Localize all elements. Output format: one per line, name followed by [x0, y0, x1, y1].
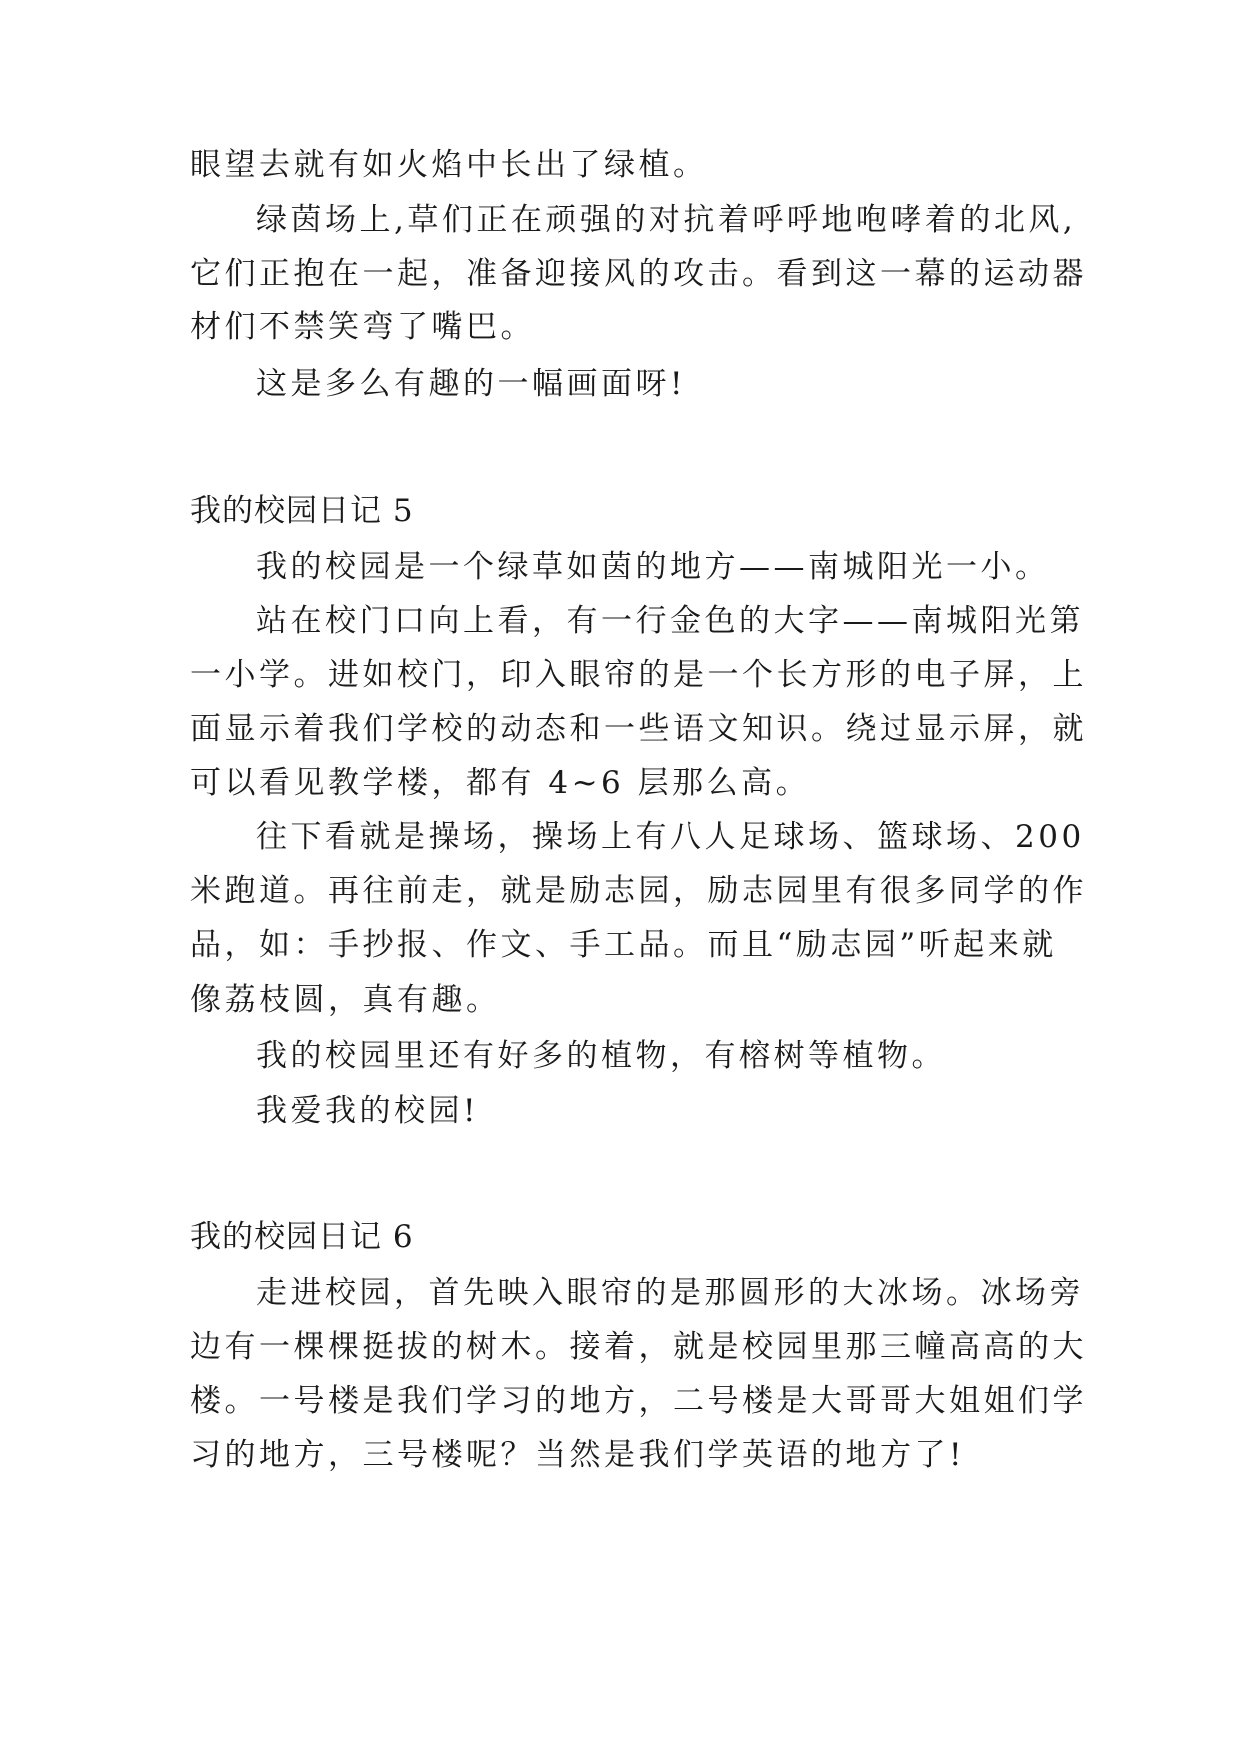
paragraph-line: 米跑道。再往前走，就是励志园，励志园里有很多同学的作: [190, 873, 1087, 909]
paragraph-line: 往下看就是操场，操场上有八人足球场、篮球场、200: [256, 819, 1085, 855]
paragraph-line: 我爱我的校园!: [256, 1093, 479, 1129]
paragraph-line: 面显示着我们学校的动态和一些语文知识。绕过显示屏，就: [190, 711, 1087, 747]
paragraph-line: 走进校园，首先映入眼帘的是那圆形的大冰场。冰场旁: [256, 1275, 1084, 1311]
section-heading: 我的校园日记 6: [190, 1219, 414, 1255]
paragraph-line: 楼。一号楼是我们学习的地方，二号楼是大哥哥大姐姐们学: [190, 1383, 1087, 1419]
paragraph-line: 站在校门口向上看，有一行金色的大字——南城阳光第: [256, 603, 1084, 639]
paragraph-line: 像荔枝圆，真有趣。: [190, 982, 501, 1018]
paragraph-line: 绿茵场上,草们正在顽强的对抗着呼呼地咆哮着的北风,: [256, 202, 1077, 238]
paragraph-line: 我的校园里还有好多的植物，有榕树等植物。: [256, 1038, 946, 1074]
paragraph-line: 这是多么有趣的一幅画面呀!: [256, 366, 686, 402]
paragraph-line: 眼望去就有如火焰中长出了绿植。: [190, 147, 708, 183]
paragraph-line: 边有一棵棵挺拔的树木。接着，就是校园里那三幢高高的大: [190, 1329, 1087, 1365]
paragraph-line: 一小学。进如校门，印入眼帘的是一个长方形的电子屏，上: [190, 657, 1087, 693]
paragraph-line: 习的地方，三号楼呢？当然是我们学英语的地方了!: [190, 1437, 965, 1473]
paragraph-line: 品，如：手抄报、作文、手工品。而且“励志园”听起来就: [190, 927, 1057, 963]
paragraph-line: 材们不禁笑弯了嘴巴。: [190, 309, 535, 345]
paragraph-line: 它们正抱在一起，准备迎接风的攻击。看到这一幕的运动器: [190, 256, 1087, 292]
section-heading: 我的校园日记 5: [190, 493, 414, 529]
paragraph-line: 我的校园是一个绿草如茵的地方——南城阳光一小。: [256, 549, 1050, 585]
paragraph-line: 可以看见教学楼，都有 4~6 层那么高。: [190, 765, 811, 801]
